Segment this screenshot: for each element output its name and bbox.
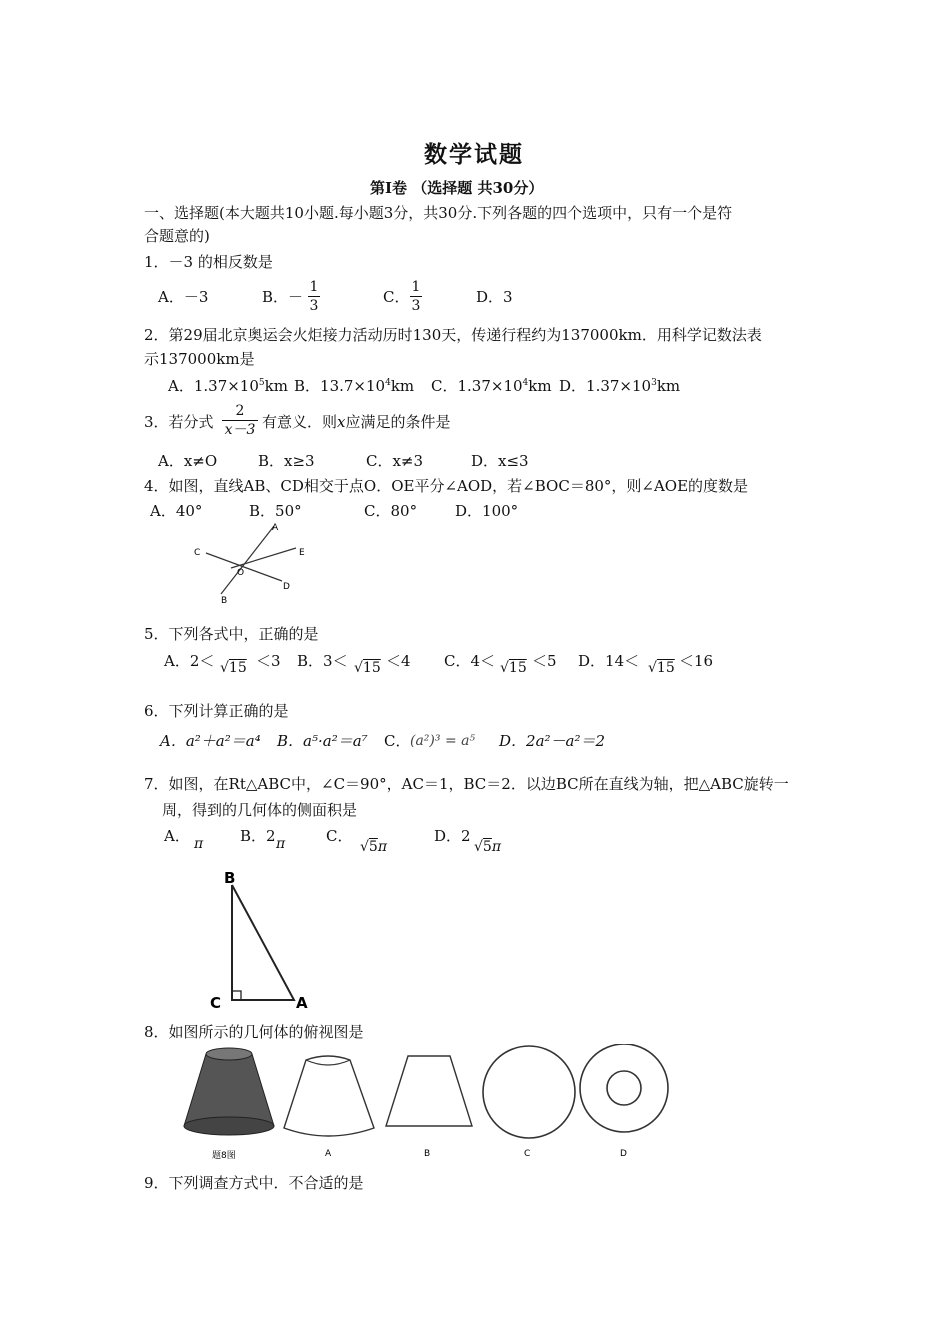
- q1-b-numerator: 1: [309, 279, 319, 295]
- q1-fraction-c: [410, 279, 422, 314]
- q4-label-d: D: [283, 582, 290, 592]
- q8-caption-figure: 题8图: [212, 1151, 236, 1161]
- q1-c-numerator: 1: [411, 279, 421, 295]
- section-instructions-line1: 一、选择题(本大题共10小题.每小题3分，共30分.下列各题的四个选项中，只有一个是符: [144, 204, 733, 222]
- part-heading: 第Ⅰ卷 （选择题 共30分）: [370, 179, 544, 197]
- q7-stem-line1: 7．如图，在Rt△ABC中，∠C＝90°，AC＝1，BC＝2．以边BC所在直线为轴，把△ABC旋转一: [144, 775, 789, 793]
- q7-triangle-figure: [204, 866, 324, 1012]
- q3-fraction: [222, 403, 258, 438]
- q7-label-b: B: [224, 869, 236, 887]
- q3-option-d: D．x≤3: [471, 452, 529, 470]
- q5-sqrt-d: √15: [648, 660, 675, 676]
- q4-option-a: A．40°: [150, 502, 203, 520]
- q1-option-a: A．－3: [158, 288, 209, 306]
- q2-option-a: A．$1.37\times 10^5km$: [168, 377, 288, 395]
- q4-option-d: D．100°: [455, 502, 519, 520]
- q8-stem: 8．如图所示的几何体的俯视图是: [144, 1023, 364, 1041]
- q5-option-b-right: ＜4: [386, 652, 411, 670]
- q8-caption-b: B: [424, 1149, 431, 1159]
- q3-option-b: B．x≥3: [258, 452, 315, 470]
- q7-option-b: B．2: [240, 827, 276, 845]
- q3-numerator: 2: [235, 403, 245, 419]
- q3-denominator: x－3: [224, 422, 256, 438]
- q7-option-b-value: π: [276, 836, 286, 852]
- q1-option-c: C．: [383, 288, 410, 306]
- q5-sqrt-a: √15: [220, 660, 247, 676]
- q8-caption-c: C: [524, 1149, 531, 1159]
- q7-label-a: A: [296, 994, 308, 1012]
- q4-option-c: C．80°: [364, 502, 418, 520]
- q2-option-c: C．$1.37\times 10^4km$: [431, 377, 552, 395]
- q4-label-e: E: [299, 548, 305, 558]
- q5-option-d-right: ＜16: [679, 652, 714, 670]
- q1-option-d: D．3: [476, 288, 513, 306]
- q2-stem-line2: 示137000km是: [144, 350, 255, 368]
- q5-option-c-left: C．4＜: [444, 652, 496, 670]
- q5-sqrt-b: √15: [354, 660, 381, 676]
- q7-option-c-value: √5π: [360, 839, 388, 855]
- q1-c-denominator: 3: [411, 298, 421, 314]
- q4-label-b: B: [221, 596, 228, 606]
- q7-option-d-value: √5π: [474, 839, 502, 855]
- q6-option-d: D．2a²－a²＝2: [499, 732, 606, 750]
- q7-label-c: C: [210, 994, 222, 1012]
- q2-stem-line1: 2．第29届北京奥运会火炬接力活动历时130天，传递行程约为137000km．用科学记数法表: [144, 326, 762, 344]
- q2-option-d: D．$1.37\times 10^3km$: [559, 377, 681, 395]
- q4-label-a: A: [272, 523, 279, 533]
- q7-option-a: A．: [164, 827, 190, 845]
- q3-stem-pre: 3．若分式: [144, 413, 214, 431]
- q4-label-c: C: [194, 548, 201, 558]
- q5-option-c-right: ＜5: [532, 652, 557, 670]
- q1-option-b: B．－: [262, 288, 304, 306]
- q4-stem: 4．如图，直线AB、CD相交于点O．OE平分∠AOD，若∠BOC＝80°，则∠AOE的度数是: [144, 477, 749, 495]
- q1-fraction-b: [308, 279, 320, 314]
- q8-caption-a: A: [325, 1149, 332, 1159]
- q5-option-a-right: ＜3: [256, 652, 281, 670]
- q4-figure-lines: [186, 520, 316, 606]
- q1-stem: 1．－3 的相反数是: [144, 253, 273, 271]
- q7-option-d: D．2: [434, 827, 471, 845]
- q6-stem: 6．下列计算正确的是: [144, 702, 289, 720]
- q7-stem-line2: 周，得到的几何体的侧面积是: [162, 801, 358, 819]
- q3-option-a: A．x≠O: [158, 452, 218, 470]
- q7-option-c: C．: [326, 827, 353, 845]
- q4-label-o: O: [237, 568, 245, 578]
- page-title: 数学试题: [424, 142, 524, 168]
- q6-option-a: A．a²＋a²＝a⁴: [160, 732, 261, 750]
- q8-figures: [178, 1044, 678, 1164]
- q5-sqrt-c: √15: [500, 660, 527, 676]
- q5-option-b-left: B．3＜: [297, 652, 348, 670]
- q4-option-b: B．50°: [249, 502, 302, 520]
- q3-option-c: C．x≠3: [366, 452, 424, 470]
- q6-option-b: B．a⁵·a²＝a⁷: [277, 732, 368, 750]
- q7-option-a-value: π: [194, 836, 204, 852]
- q8-caption-d: D: [620, 1149, 627, 1159]
- q6-option-c: C．: [384, 732, 411, 750]
- q5-option-d-left: D．14＜: [578, 652, 640, 670]
- q1-b-denominator: 3: [309, 298, 319, 314]
- q2-option-b: B．$13.7\times 10^4km$: [294, 377, 415, 395]
- q3-stem-post: 有意义．则x应满足的条件是: [262, 413, 451, 431]
- q5-option-a-left: A．2＜: [164, 652, 215, 670]
- section-instructions-line2: 合题意的): [144, 227, 210, 245]
- q6-option-c-expression: (a²)³ = a⁵: [410, 733, 476, 749]
- q5-stem: 5．下列各式中，正确的是: [144, 625, 319, 643]
- q9-stem: 9．下列调查方式中．不合适的是: [144, 1174, 364, 1192]
